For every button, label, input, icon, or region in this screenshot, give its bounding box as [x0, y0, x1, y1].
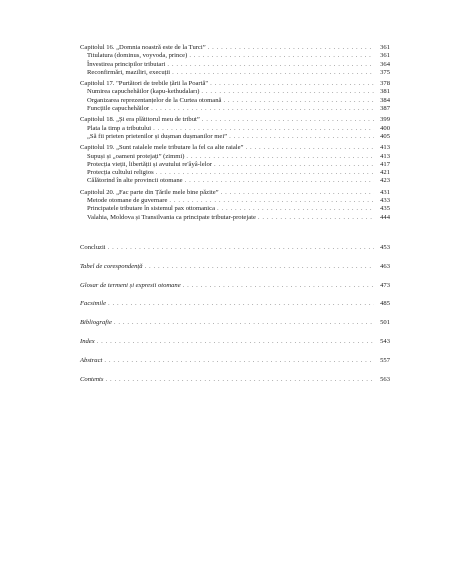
toc-page-number: 384	[380, 96, 390, 104]
toc-section-entry	[80, 88, 390, 96]
toc-leader-dots	[104, 357, 374, 365]
toc-page-number: 433	[380, 197, 390, 205]
toc-section-entry	[80, 52, 390, 60]
toc-major-entry	[80, 376, 390, 384]
toc-section-entry	[80, 97, 390, 105]
toc-section-entry	[80, 125, 390, 133]
toc-section-entry	[80, 161, 390, 169]
toc-page-number: 375	[380, 68, 390, 76]
toc-page-number: 417	[380, 160, 390, 168]
toc-leader-dots	[229, 133, 374, 141]
toc-major-entry	[80, 263, 390, 271]
toc-leader-dots	[156, 169, 374, 177]
toc-leader-dots	[183, 282, 374, 290]
toc-page-number: 485	[380, 300, 390, 308]
toc-entry-title: Călătorind în alte provincii otomane	[87, 177, 183, 185]
toc-page-number: 557	[380, 356, 390, 364]
toc-entry-title: Capitolul 20. „Fac parte din Țările mele bine păzite”	[80, 188, 219, 196]
toc-entry-title: Index	[80, 337, 95, 345]
toc-leader-dots	[97, 338, 374, 346]
toc-page-number: 431	[380, 188, 390, 196]
toc-section-entry	[80, 153, 390, 161]
toc-section-entry	[80, 205, 390, 213]
toc-leader-dots	[246, 144, 375, 152]
toc-leader-dots	[169, 197, 374, 205]
toc-entry-title: „Să fii prieten prietenilor și dușman dușmanilor mei”	[87, 132, 228, 140]
toc-page-number: 413	[380, 152, 390, 160]
toc-major-entry	[80, 357, 390, 365]
toc-page-number: 413	[380, 144, 390, 152]
toc-chapter-entry	[80, 144, 390, 152]
toc-page-number: 473	[380, 281, 390, 289]
toc-page-number: 405	[380, 132, 390, 140]
toc-leader-dots	[208, 44, 374, 52]
toc-page-number: 563	[380, 375, 390, 383]
toc-leader-dots	[108, 244, 374, 252]
toc-major-entry	[80, 244, 390, 252]
toc-leader-dots	[210, 80, 374, 88]
toc-leader-dots	[108, 300, 374, 308]
toc-section-entry	[80, 197, 390, 205]
toc-section-entry	[80, 214, 390, 222]
toc-page-number: 501	[380, 319, 390, 327]
toc-chapter-entry	[80, 116, 390, 124]
toc-page-number: 364	[380, 60, 390, 68]
toc-leader-dots	[151, 105, 374, 113]
toc-leader-dots	[153, 125, 374, 133]
toc-entry-title: Capitolul 18. „Și era plătitorul meu de tribut”	[80, 116, 200, 124]
toc-entry-title: Glosar de termeni și expresii otomane	[80, 281, 181, 289]
toc-leader-dots	[105, 376, 374, 384]
toc-entry-title: Plata la timp a tributului	[87, 124, 152, 132]
toc-page-number: 387	[380, 105, 390, 113]
toc-leader-dots	[185, 177, 374, 185]
toc-page-number: 361	[380, 52, 390, 60]
table-of-contents	[80, 44, 390, 384]
toc-entry-title: Capitolul 17. "Purtători de trebile țării la Poartă"	[80, 80, 209, 88]
toc-page-number: 399	[380, 116, 390, 124]
toc-entry-title: Titulatura (dominus, voyvoda, prince)	[87, 52, 188, 60]
toc-entry-title: Numirea capuchehăilor (kapu-kethudaları)	[87, 88, 200, 96]
toc-page-number: 381	[380, 88, 390, 96]
toc-leader-dots	[167, 61, 374, 69]
toc-page-number: 463	[380, 262, 390, 270]
toc-major-entry	[80, 282, 390, 290]
toc-page-number: 378	[380, 80, 390, 88]
toc-major-entry	[80, 300, 390, 308]
toc-entry-title: Reconfirmări, maziliri, execuții	[87, 68, 171, 76]
toc-entry-title: Valahia, Moldova și Transilvania ca principate tributar-protejate	[87, 213, 256, 221]
toc-leader-dots	[186, 153, 374, 161]
toc-leader-dots	[214, 161, 374, 169]
toc-entry-title: Capitolul 19. „Sunt raialele mele tributare la fel ca alte raiale”	[80, 144, 244, 152]
toc-entry-title: Contents	[80, 375, 104, 383]
toc-page-number: 435	[380, 205, 390, 213]
toc-entry-title: Metode otomane de guvernare	[87, 197, 168, 205]
toc-entry-title: Concluzii	[80, 243, 106, 251]
toc-section-entry	[80, 105, 390, 113]
toc-section-entry	[80, 69, 390, 77]
toc-page-number: 453	[380, 243, 390, 251]
toc-leader-dots	[172, 69, 374, 77]
toc-entry-title: Principatele tributare în sistemul pax ottomanica	[87, 205, 215, 213]
toc-leader-dots	[114, 319, 374, 327]
toc-chapter-entry	[80, 44, 390, 52]
toc-page-number: 543	[380, 337, 390, 345]
toc-leader-dots	[258, 214, 374, 222]
toc-entry-title: Protecția cultului religios	[87, 169, 154, 177]
toc-entry-title: Abstract	[80, 356, 103, 364]
toc-page-number: 400	[380, 124, 390, 132]
toc-entry-title: Supuși și „oameni protejați” (zimmi)	[87, 152, 185, 160]
toc-page-number: 421	[380, 169, 390, 177]
toc-page-number: 361	[380, 44, 390, 51]
toc-major-entry	[80, 338, 390, 346]
toc-section-entry	[80, 169, 390, 177]
toc-entry-title: Învestirea principilor tributari	[87, 60, 166, 68]
toc-section-entry	[80, 177, 390, 185]
toc-entry-title: Protecția vieții, libertății și avutului re'âyâ-lelor	[87, 160, 212, 168]
toc-page-number: 444	[380, 213, 390, 221]
toc-leader-dots	[145, 263, 374, 271]
toc-entry-title: Capitolul 16. „Domnia noastră este de la Turci”	[80, 44, 206, 51]
toc-entry-title: Organizarea reprezentanțelor de la Curtea otomană	[87, 96, 222, 104]
toc-entry-title: Bibliografie	[80, 319, 112, 327]
toc-major-entry	[80, 319, 390, 327]
toc-leader-dots	[221, 189, 374, 197]
toc-leader-dots	[223, 97, 374, 105]
toc-leader-dots	[217, 205, 374, 213]
toc-leader-dots	[189, 52, 374, 60]
toc-chapter-entry	[80, 80, 390, 88]
toc-chapter-entry	[80, 189, 390, 197]
toc-entry-title: Tabel de corespondență	[80, 262, 143, 270]
toc-leader-dots	[202, 116, 374, 124]
toc-page-number: 423	[380, 177, 390, 185]
toc-section-entry	[80, 133, 390, 141]
toc-leader-dots	[201, 88, 374, 96]
toc-entry-title: Funcțiile capuchehăilor	[87, 105, 150, 113]
toc-entry-title: Facsimile	[80, 300, 107, 308]
toc-section-entry	[80, 61, 390, 69]
